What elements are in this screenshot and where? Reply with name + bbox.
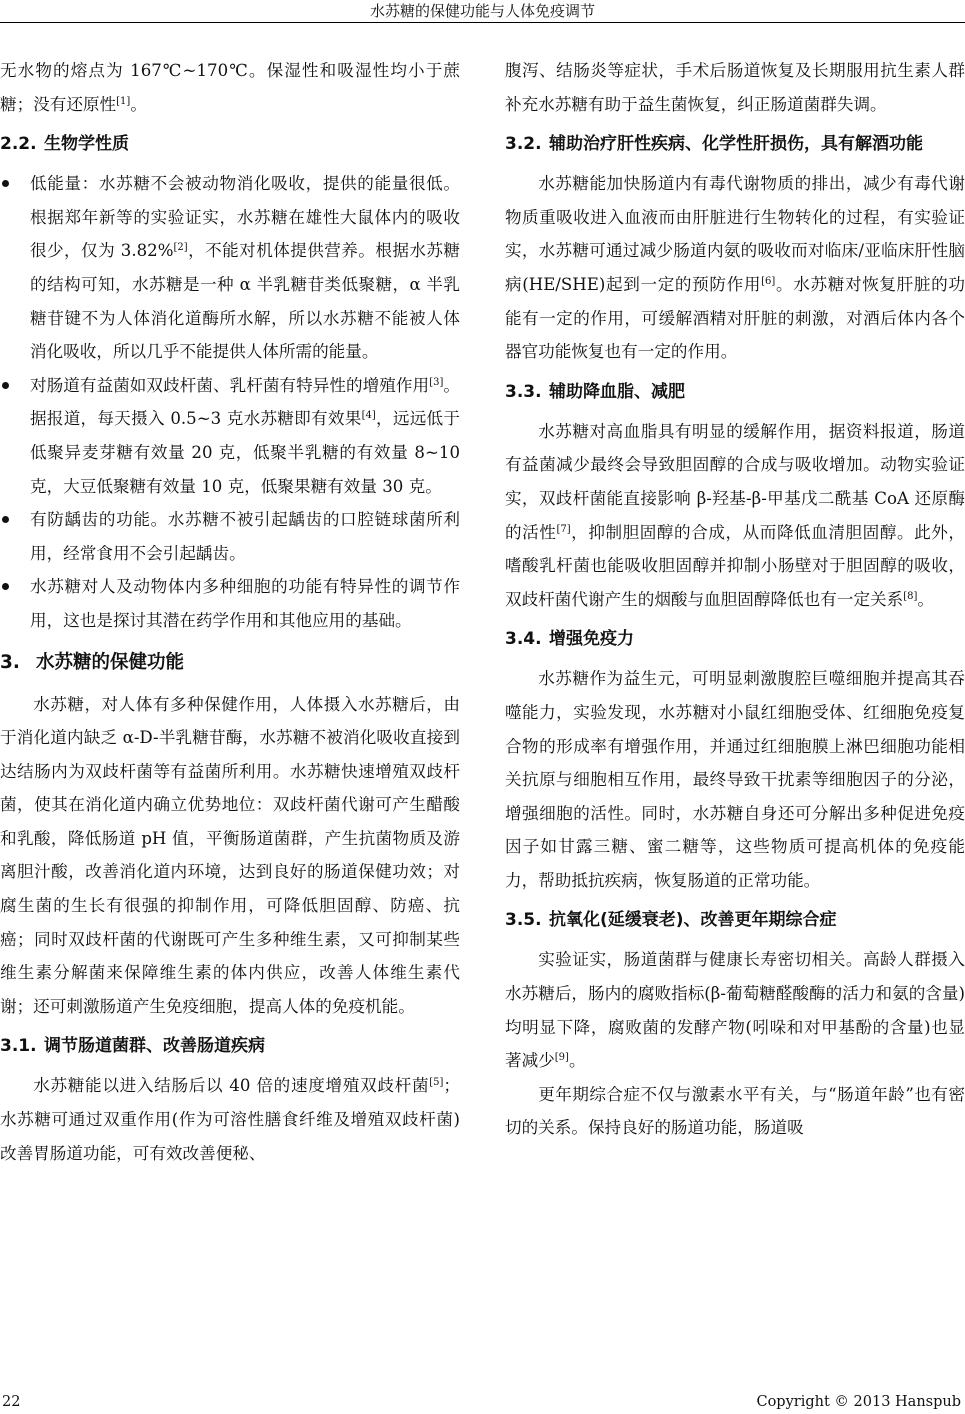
citation: [3] [429,376,444,388]
section-3-5-heading [505,905,965,935]
section-title: 调节肠道菌群、改善肠道疾病 [44,1036,265,1057]
list-item: 水苏糖对人及动物体内多种细胞的功能有特异性的调节作用，这也是探讨其潜在药学作用和其他应用的基础。 [0,570,460,637]
section-title: 增强免疫力 [549,629,634,650]
section-title: 辅助治疗肝性疾病、化学性肝损伤，具有解酒功能 [549,134,923,155]
properties-list [0,167,460,637]
section-3-3-paragraph: 水苏糖对高血脂具有明显的缓解作用，据资料报道，肠道有益菌减少最终会导致胆固醇的合成与吸收增加。动物实验证实，双歧杆菌能直接影响 β-羟基-β-甲基戊二酰基 CoA 还原酶的活性[7]，抑制胆固醇的合成，从而降低血清胆固醇。此外，嗜酸乳杆菌也能吸收胆固醇并抑制小肠壁对于胆固醇的吸收，双歧杆菌代谢产生的烟酸与血胆固醇降低也有一定关系[8]。 [505,421,965,609]
list-item: 低能量：水苏糖不会被动物消化吸收，提供的能量很低。根据郑年新等的实验证实，水苏糖在雄性大鼠体内的吸收很少，仅为 3.82%[2]，不能对机体提供营养。根据水苏糖的结构可知，水苏糖是一种 α 半乳糖苷类低聚糖，α 半乳糖苷键不为人体消化道酶所水解，所以水苏糖不能被人体消化吸收，所以几乎不能提供人体所需的能量。 [0,167,460,369]
section-number: 3.5. [505,910,542,931]
intro-paragraph: 无水物的熔点为 167℃~170℃。保湿性和吸湿性均小于蔗糖；没有还原性[1]。 [0,61,460,114]
section-3-paragraph: 水苏糖，对人体有多种保健作用，人体摄入水苏糖后，由于消化道内缺乏 α-D-半乳糖苷酶，水苏糖不被消化吸收直接到达结肠内为双歧杆菌等有益菌所利用。水苏糖快速增殖双歧杆菌，使其在消化道内确立优势地位：双歧杆菌代谢可产生醋酸和乳酸，降低肠道 pH 值，平衡肠道菌群，产生抗菌物质及游离胆汁酸，改善消化道内环境，达到良好的肠道保健功效；对腐生菌的生长有很强的抑制作用，可降低胆固醇、防癌、抗癌；同时双歧杆菌的代谢既可产生多种维生素，又可抑制某些维生素分解菌来保障维生素的体内供应，改善人体维生素代谢；还可刺激肠道产生免疫细胞，提高人体的免疫机能。 [0,694,460,1016]
citation: [9] [554,1052,569,1064]
section-3-5-paragraph-2: 更年期综合症不仅与激素水平有关，与“肠道年龄”也有密切的关系。保持良好的肠道功能，肠道吸 [505,1084,965,1138]
section-number: 3.1. [0,1036,37,1057]
left-column [0,54,460,1170]
running-title: 水苏糖的保健功能与人体免疫调节 [369,2,595,20]
bullet-icon [2,382,9,389]
bullet-icon [2,180,9,187]
page-footer [0,1392,965,1414]
section-3-5-paragraph: 实验证实，肠道菌群与健康长寿密切相关。高龄人群摄入水苏糖后，肠内的腐败指标(β-葡萄糖醛酸酶的活力和氨的含量)均明显下降，腐败菌的发酵产物(吲哚和对甲基酚的含量)也显著减少[9]。 [505,950,965,1071]
citation: [1] [116,95,131,107]
section-title: 辅助降血脂、减肥 [549,381,685,402]
header-rule [0,22,965,23]
citation: [8] [903,590,918,602]
section-3-heading [0,648,460,678]
section-3-4-paragraph: 水苏糖作为益生元，可明显刺激腹腔巨噬细胞并提高其吞噬能力，实验发现，水苏糖对小鼠红细胞受体、红细胞免疫复合物的形成率有增强作用，并通过红细胞膜上淋巴细胞功能相关抗原与细胞相互作用，最终导致干扰素等细胞因子的分泌，增强细胞的活性。同时，水苏糖自身还可分解出多种促进免疫因子如甘露三糖、蜜二糖等，这些物质可提高机体的免疫能力，帮助抵抗疾病，恢复肠道的正常功能。 [505,669,965,890]
section-title: 抗氧化(延缓衰老)、改善更年期综合症 [549,910,837,931]
section-title: 生物学性质 [44,134,129,155]
section-number: 2.2. [0,134,37,155]
page-number: 22 [2,1394,21,1410]
section-number: 3.3. [505,381,542,402]
bullet-icon [2,516,9,523]
bullet-icon [2,583,9,590]
running-head [0,0,965,26]
section-3-1-paragraph: 水苏糖能以进入结肠后以 40 倍的速度增殖双歧杆菌[5]；水苏糖可通过双重作用(作为可溶性膳食纤维及增殖双歧杆菌)改善胃肠道功能，可有效改善便秘、 [0,1076,460,1163]
citation: [4] [361,410,376,422]
right-column [505,54,965,1145]
section-3-1-heading [0,1031,460,1061]
citation: [7] [556,523,571,535]
section-number: 3. [0,651,20,673]
copyright: Copyright © 2013 Hanspub [756,1394,961,1410]
section-2-2-heading [0,129,460,159]
citation: [2] [173,242,188,254]
list-item: 有防龋齿的功能。水苏糖不被引起龋齿的口腔链球菌所利用，经常食用不会引起龋齿。 [0,503,460,570]
section-3-2-heading [505,129,965,159]
section-3-2-paragraph: 水苏糖能加快肠道内有毒代谢物质的排出，减少有毒代谢物质重吸收进入血液而由肝脏进行生物转化的过程，有实验证实，水苏糖可通过减少肠道内氨的吸收而对临床/亚临床肝性脑病(HE/SHE)起到一定的预防作用[6]。水苏糖对恢复肝脏的功能有一定的作用，可缓解酒精对肝脏的刺激，对酒后体内各个器官功能恢复也有一定的作用。 [505,174,965,362]
continued-paragraph: 腹泻、结肠炎等症状，手术后肠道恢复及长期服用抗生素人群补充水苏糖有助于益生菌恢复，纠正肠道菌群失调。 [505,61,965,114]
section-number: 3.4. [505,629,542,650]
section-3-3-heading [505,377,965,407]
citation: [5] [429,1077,444,1089]
section-number: 3.2. [505,134,542,155]
section-title: 水苏糖的保健功能 [36,651,185,673]
citation: [6] [761,275,776,287]
list-item: 对肠道有益菌如双歧杆菌、乳杆菌有特异性的增殖作用[3]。据报道，每天摄入 0.5~3 克水苏糖即有效果[4]，远远低于低聚异麦芽糖有效量 20 克，低聚半乳糖的有效量 8~10 克，大豆低聚糖有效量 10 克，低聚果糖有效量 30 克。 [0,369,460,503]
section-3-4-heading [505,624,965,654]
